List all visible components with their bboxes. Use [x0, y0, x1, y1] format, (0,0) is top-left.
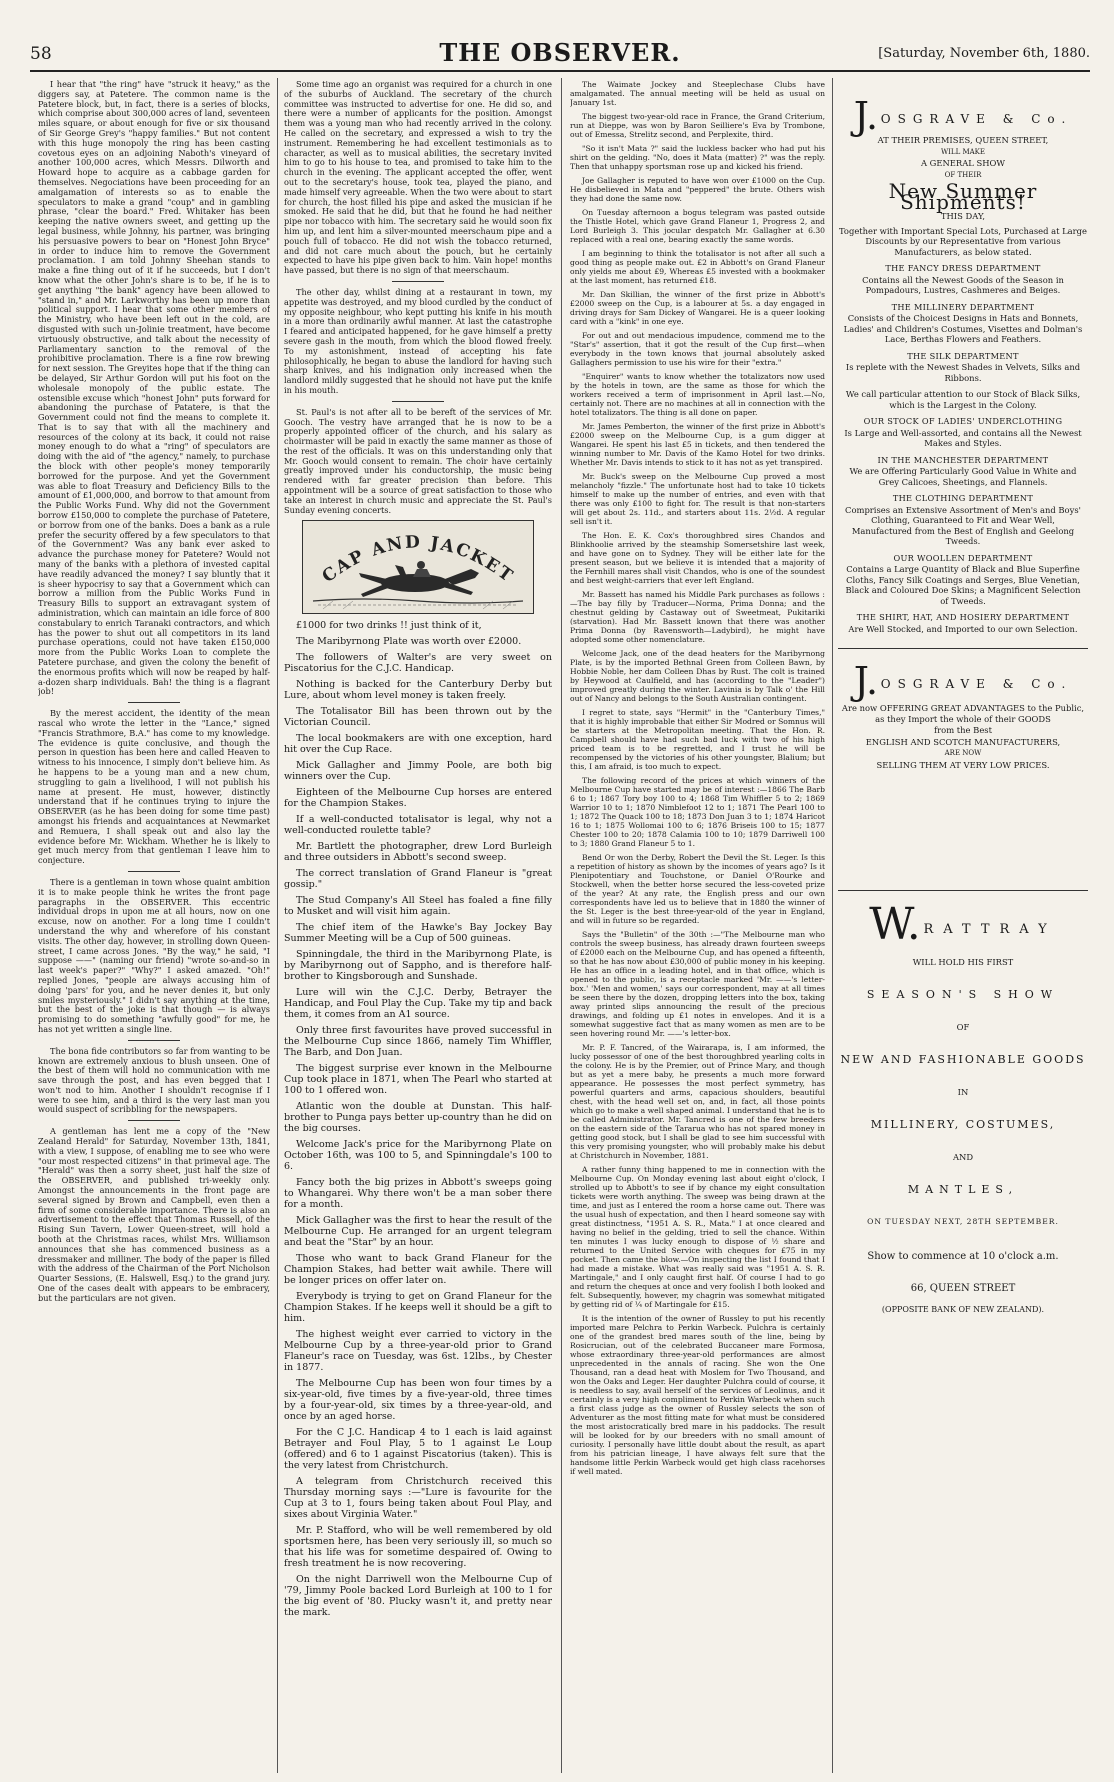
department-body: Contains a Large Quantity of Black and Blue Superfine Cloths, Fancy Silk Coatings and Serges, Blue Venetian, Black and Coloured Doe Skins; a Magnificent Selection of Tweeds. — [845, 564, 1081, 606]
advert-divider — [838, 648, 1088, 649]
advertisements-column — [838, 80, 1088, 1770]
article-paragraph: If a well-conducted totalisator is legal, why not a well-conducted roulette table? — [284, 814, 552, 837]
article-paragraph: On Tuesday afternoon a bogus telegram was pasted outside the Thistle Hotel, which gave Grand Flaneur 1, Progress 2, and Lord Burleigh 3. This jocular despatch Mr. Gallagher at 6.30 replaced with a real one, bearing exactly the same words. — [570, 208, 825, 244]
separator — [392, 401, 444, 402]
article-paragraph: Only three first favourites have proved successful in the Melbourne Cup since 1866, namely Tim Whiffler, The Barb, and Don Juan. — [284, 1025, 552, 1059]
column-3 — [570, 80, 825, 1770]
separator — [128, 702, 180, 703]
article-paragraph: There is a gentleman in town whose quaint ambition it is to make people think he writes the front page paragraphs in the OBSERVER. This eccentric individual drops in upon me at all hours, now on one excuse, now on another. For a long time I couldn't understand the why and wherefore of his constant visits. The other day, however, in strolling down Queen-street, I came across Jones. "By the way," he said, "I suppose ——" (naming our friend) "wrote so-and-so in last week's paper?" "Why?" I asked amazed. "Oh!" replied Jones, "people are always accusing him of doing 'pars' for you, and he never denies it, but only smiles mysteriously." I didn't say anything at the time, but the best of the joke is that though — is always promising to do something "awfully good" for me, he has not yet written a single line. — [38, 876, 270, 1034]
column-divider — [832, 78, 833, 1773]
ad-text: Are now OFFERING GREAT ADVANTAGES to the Public, as they Import the whole of their GOODS — [841, 703, 1085, 724]
article-paragraph: The Totalisator Bill has been thrown out by the Victorian Council. — [284, 706, 552, 729]
article-paragraph: The biggest surprise ever known in the Melbourne Cup took place in 1871, when The Pearl who started at 100 to 1 offered won. — [284, 1063, 552, 1097]
separator — [128, 871, 180, 872]
masthead — [30, 38, 1090, 68]
article-paragraph: A gentleman has lent me a copy of the "New Zealand Herald" for Saturday, November 13th, 1841, with a view, I suppose, of enabling me to see who were "our most respected citizens" in that primeval age. The "Herald" was then a sorry sheet, just half the size of the OBSERVER, and published tri-weekly only. Amongst the announcements in the front page are several signed by Brown and Campbell, even then a firm of some considerable importance. There is also an advertisement to the effect that Thomas Russell, of the Rising Sun Tavern, Lower Queen-street, will hold a booth at the Christmas races, whilst Mrs. Williamson announces that she has commenced business as a dressmaker and milliner. The body of the paper is filled with the address of the Chairman of the Port Nicholson Quarter Sessions, (E. Halswell, Esq.) to the grand jury. One of the cases dealt with appears to be embracery, but the particulars are not given. — [38, 1126, 270, 1303]
masthead-rule — [30, 70, 1090, 72]
article-paragraph: Spinningdale, the third in the Maribyrnong Plate, is by Maribyrnong out of Sappho, and is therefore half-brother to Kingsborough and Sunshade. — [284, 949, 552, 983]
article-paragraph: Eighteen of the Melbourne Cup horses are entered for the Champion Stakes. — [284, 787, 552, 810]
department-body: Is replete with the Newest Shades in Velvets, Silks and Ribbons. — [845, 362, 1081, 383]
ad-text: MANTLES, — [907, 1182, 1019, 1196]
ad-text: ARE NOW — [944, 749, 982, 757]
article-paragraph: For out and out mendacious impudence, commend me to the "Star's" assertion, that it got the result of the Cup first—when everybody in the town knows that journal absolutely asked Gallaghers permission to use his wire for their "extra." — [570, 331, 825, 367]
article-paragraph: Mr. Bassett has named his Middle Park purchases as follows :—The bay filly by Traducer—Norma, Prima Donna; and the chestnut gelding by Castaway out of Sweetmeat, Pukitariki (starvation). Had Mr. Bassett known that there was another Prima Donna (by Ravensworth—Ladybird), he might have adopted some other nomenclature. — [570, 590, 825, 644]
ad-text: WILL HOLD HIS FIRST — [912, 957, 1014, 967]
article-paragraph: It is the intention of the owner of Russley to put his recently imported mare Pelchra to Perkin Warbeck. Pulchra is certainly one of the grandest bred mares south of the line, being by Rosicrucian, out of the celebrated Buccaneer mare Formosa, whose extraordinary three-year-old performances are almost unprecedented in the annals of racing. She won the One Thousand, ran a dead heat with Moslem for Two Thousand, and won the Oaks and Leger. Her daughter Pulchra could of course, it is needless to say, avail herself of the services of Leolinus, and it certainly is a very high compliment to Perkin Warbeck when such a first class judge as the owner of Russley selects the son of Adventurer as the most fitting mate for what must be considered the most aristocratically bred mare in his paddocks. The result will be looked for by our breeders with no small amount of curiosity. I personally have little doubt about the result, as apart from his patrician lineage, I have always felt sure that the handsome little Perkin Warbeck would get high class racehorses if well mated. — [570, 1314, 825, 1476]
column-divider — [277, 78, 278, 1773]
article-paragraph: The local bookmakers are with one exception, hard hit over the Cup Race. — [284, 733, 552, 756]
article-paragraph: The Melbourne Cup has been won four times by a six-year-old, five times by a five-year-old, three times by a four-year-old, six times by a three-year-old, and once by an aged horse. — [284, 1378, 552, 1423]
ad-text: SEASON'S SHOW — [866, 987, 1060, 1001]
ad-text: (OPPOSITE BANK OF NEW ZEALAND). — [881, 1304, 1045, 1314]
article-paragraph: I hear that "the ring" have "struck it heavy," as the diggers say, at Patetere. The common name is the Patetere block, but, in fact, there is a series of blocks, which comprise about 300,000 acres of land, seventeen miles square, or about enough for five or six thousand of Sir George Grey's "happy families." But not content with this huge monopoly the ring has been casting covetous eyes on an adjoining Naboth's vineyard of another 100,000 acres, which Messrs. Dilworth and Howard hope to acquire as a cabbage garden for themselves. Negociations have been proceeding for an amalgamation of interests so as to enable the speculators to make a grand "coup" and in gambling phrase, "clear the board." Fred. Whitaker has been keeping the native owners sweet, and getting up the legal business, while Johnny, his partner, was bringing his persuasive powers to bear on "Honest John Bryce" in order to induce him to remove the Government proclamation. I am told Johnny Sheehan stands to make a fine thing out of it if he succeeds, but I don't know what the other John's share is to be, if he is to get anything "the bank" agency have been allowed to "stand in," and Mr. Larkworthy has been up more than political support. I hear that some other members of the Ministry, who have been left out in the cold, are disgusted with such un-Jolinie treatment, have become virtuously obstructive, and talk about the necessity of Parliamentary sanction to the removal of the prohibitive proclamation. There is a fine row brewing for next session. The Greyites hope that if the thing can be delayed, Sir Arthur Gordon will put his foot on the wholesale monopoly of the public estate. The ostensible excuse which "honest John" puts forward for abandoning the purchase of Patatere, is that the Government could not find the means to complete it. That is to say that with all the machinery and resources of the colony at its back, it could not raise money enough to do what a "ring" of speculators are doing with the aid of "the agency," namely, to purchase the block with other people's money temporarily borrowed for the purpose. And yet the Government was able to float Treasury and Deficiency Bills to the amount of £1,000,000, and borrow to that amount from the Public Works Fund. Why did not the Government borrow £150,000 to complete the purchase of Patetere, or borrow from one of the banks. Does a bank as a rule prefer the security offered by a few speculators to that of the Government? Was any bank ever asked to advance the purchase money for Patetere? Would not many of the banks with a plethora of invested capital have readily advanced the money? I say bluntly that it is sheer hypocrisy to say that a Government which can borrow a million from the Public Works Fund in Treasury Bills to support an extravagant system of administration, which can maintain an idle force of 800 constabulary to enrich Taranaki contractors, and which has the power to shut out all competitors in its land purchase operations, could not have taken £150,000 more from the Public Works Loan to complete the Patetere purchase, and given the colony the benefit of the enormous profits which will now be reaped by half-a-dozen sharp individuals. Bah! the thing is a flagrant job! — [38, 80, 270, 697]
article-paragraph: I am beginning to think the totalisator is not after all such a good thing as people make out. £2 in Abbott's on Grand Flaneur only yields me about £9, Whereas £5 invested with a bookmaker at the last moment, has returned £18. — [570, 249, 825, 285]
ad-text: IN — [957, 1087, 969, 1097]
article-paragraph: Joe Gallagher is reputed to have won over £1000 on the Cup. He disbelieved in Mata and "peppered" the brute. Others wish they had done the same now. — [570, 176, 825, 203]
ad-text: AT THEIR PREMISES, QUEEN STREET, — [877, 135, 1049, 145]
column-1 — [38, 80, 270, 1770]
firm-name: J. OSGRAVE & Co. — [853, 94, 1073, 138]
ad-headline: New Summer Shipments! — [888, 179, 1038, 214]
department-body: Consists of the Choicest Designs in Hats and Bonnets, Ladies' and Children's Costumes, Visettes and Dolman's Lace, Berthas Flowers and Feathers. — [843, 313, 1083, 344]
article-paragraph: The Maribyrnong Plate was worth over £2000. — [296, 636, 522, 648]
article-paragraph: The Hon. E. K. Cox's thoroughbred sires Chandos and Blinkhoolie arrived by the steamship Somersetshire last week, and have gone on to Sydney. They will be either late for the present season, but we believe it is intended that a majority of the Fernhill mares shall visit Chandos, who is one of the soundest and best weight-carriers that ever left England. — [570, 531, 825, 585]
ad-text: from the Best — [934, 725, 992, 735]
article-paragraph: The bona fide contributors so far from wanting to be known are extremely anxious to blush unseen. One of the best of them will hold no communication with me save through the post, and has even begged that I won't nod to him. Another I shouldn't recognise if I were to see him, and a third is the very last man you would suspect of scribbling for the newspapers. — [38, 1045, 270, 1115]
department-body: We call particular attention to our Stock of Black Silks, which is the Largest in the Colony. — [845, 389, 1081, 410]
article-paragraph: "So it isn't Mata ?" said the luckless backer who had put his shirt on the gelding. "No, does it Mata (matter) ?" was the reply. Then that unhappy sportsman rose up and kicked his friend. — [570, 144, 825, 171]
department-title: IN THE MANCHESTER DEPARTMENT — [877, 454, 1049, 465]
ad-text: WILL MAKE — [940, 147, 986, 156]
ad-text: SELLING THEM AT VERY LOW PRICES. — [876, 759, 1050, 770]
article-paragraph: Bend Or won the Derby, Robert the Devil the St. Leger. Is this a repetition of history as shown by the incomes of years ago? Is it Plenipotentiary and Touchstone, or Daniel O'Rourke and Stockwell, when the better horse secured the less-coveted prize of the year? At any rate, the English press and our own correspondents have led us to believe that in 1880 the winner of the St. Leger is the best three-year-old of the year in England, and will in future so be regarded. — [570, 853, 825, 925]
article-paragraph: Mr. Buck's sweep on the Melbourne Cup proved a most melancholy "fizzle." The unfortunate host had to take 10 tickets himself to make up the number of entries, and even with that there was only £100 to fight for. The result is that non-starters will get about 2s. 11d., and starters about 11s. 2½d. A regular sell isn't it. — [570, 472, 825, 526]
rattray-advert — [838, 899, 1088, 1315]
department-body: Is Large and Well-assorted, and contains all the Newest Makes and Styles. — [844, 427, 1082, 448]
ad-text: AND — [952, 1152, 974, 1162]
advert-divider — [838, 890, 1088, 891]
department-body: We are Offering Particularly Good Value in White and Grey Calicoes, Sheetings, and Flannels. — [849, 466, 1077, 487]
article-paragraph: Those who want to back Grand Flaneur for the Champion Stakes, had better wait awhile. There will be longer prices on offer later on. — [284, 1253, 552, 1287]
department-title: THE SHIRT, HAT, AND HOSIERY DEPARTMENT — [856, 612, 1070, 622]
article-paragraph: Everybody is trying to get on Grand Flaneur for the Champion Stakes. If he keeps well it should be a gift to him. — [284, 1291, 552, 1325]
department-title: OUR WOOLLEN DEPARTMENT — [893, 552, 1033, 563]
article-paragraph: The highest weight ever carried to victory in the Melbourne Cup by a three-year-old prior to Grand Flaneur's race on Tuesday, was 6st. 12lbs., by Chester in 1877. — [284, 1329, 552, 1374]
cap-and-jacket-engraving — [302, 520, 534, 614]
article-paragraph: A telegram from Christchurch received this Thursday morning says :—"Lure is favourite for the Cup at 3 to 1, fours being taken about Foul Play, and sixes about Virginia Water." — [284, 1476, 552, 1521]
article-paragraph: St. Paul's is not after all to be bereft of the services of Mr. Gooch. The vestry have arranged that he is now to be a properly appointed officer of the church, and his salary as choirmaster will be paid in exactly the same manner as those of the rest of the officials. It was on this understanding only that Mr. Gooch would consent to remain. The choir have certainly greatly improved under his conductorship, the music being rendered with far greater precision than before. This appointment will be a source of great satisfaction to those who take an interest in church music and appreciate the St. Paul's Sunday evening concerts. — [284, 406, 552, 515]
firm-name: W. RATTRAY — [869, 899, 1057, 950]
ad-text: Together with Important Special Lots, Purchased at Large Discounts by our Representative from various Manufacturers, as below stated. — [838, 225, 1087, 257]
article-paragraph: The Waimate Jockey and Steeplechase Clubs have amalgamated. The annual meeting will be held as usual on January 1st. — [570, 80, 825, 107]
article-paragraph: Mr. P. Stafford, who will be well remembered by old sportsmen here, has been very seriously ill, so much so that his life was for sometime despaired of. Owing to fresh treatment he is now recovering. — [284, 1525, 552, 1570]
department-body: Comprises an Extensive Assortment of Men's and Boys' Clothing, Guaranteed to Fit and Wear Well, Manufactured from the Best of English and Geelong Tweeds. — [845, 504, 1081, 546]
article-paragraph: The Stud Company's All Steel has foaled a fine filly to Musket and will visit him again. — [284, 895, 552, 918]
article-paragraph: The following record of the prices at which winners of the Melbourne Cup have started may be of interest :—1866 The Barb 6 to 1; 1867 Tory boy 100 to 4; 1868 Tim Whiffler 5 to 2; 1869 Warrior 10 to 1; 1870 Nimblefoot 12 to 1; 1871 The Pearl 100 to 1; 1872 The Quack 100 to 18; 1873 Don Juan 3 to 1; 1874 Haricot 16 to 1; 1875 Wollomai 100 to 6; 1876 Briseis 100 to 15; 1877 Chester 100 to 20; 1878 Calamia 100 to 10; 1879 Darriwell 100 to 3; 1880 Grand Flaneur 5 to 1. — [570, 776, 825, 848]
article-paragraph: Mick Gallagher was the first to hear the result of the Melbourne Cup. He arranged for an urgent telegram and beat the "Star" by an hour. — [284, 1215, 552, 1249]
article-paragraph: Mr. P. F. Tancred, of the Wairarapa, is, I am informed, the lucky possessor of one of the best thoroughbred yearling colts in the colony. He is by the Premier, out of Prince Mary, and though but as yet a mere baby, he presents a much more forward appearance. He possesses the most perfect symmetry, has powerful quarters and arms, capacious shoulders, beautiful chest, with the head well set on, and, in fact, all those points which go to make a well shaped animal. I understand that he is to be called Administrator. Mr. Tancred is one of the few breeders on the eastern side of the Tararua who has not spared money in getting good stock, but I shall be glad to see him successful with this very promising youngster, who will probably make his debut at Christchurch in November, 1881. — [570, 1043, 825, 1160]
article-paragraph: Lure will win the C.J.C. Derby, Betrayer the Handicap, and Foul Play the Cup. Take my tip and back them, it comes from an A1 source. — [284, 987, 552, 1021]
issue-date: [Saturday, November 6th, 1880. — [878, 46, 1090, 61]
department-title: THE SILK DEPARTMENT — [907, 350, 1019, 361]
ad-text: OF — [956, 1022, 970, 1032]
separator — [392, 281, 444, 282]
cosgrave-advert — [838, 94, 1088, 634]
separator — [128, 1120, 180, 1121]
department-body: Are Well Stocked, and Imported to our own Selection. — [848, 623, 1078, 634]
column-divider — [561, 78, 562, 1773]
article-paragraph: I regret to state, says "Hermit" in the "Canterbury Times," that it is highly improbable that either Sir Modred or Somnus will be starters at the Metropolitan meeting. That the Hon. R. Campbell should have had such bad luck with two of his high priced team is to be regretted, and I trust he will be recompensed by the victories of his other youngster, Blalium; but this, I am afraid, is too much to expect. — [570, 708, 825, 771]
article-paragraph: Says the "Bulletin" of the 30th :—"The Melbourne man who controls the sweep business, has already drawn fourteen sweeps of £2000 each on the Melbourne Cup, and has opened a fifteenth, so that he has now about £30,000 of public money in his keeping. He has an office in a leading hotel, and in that office, which is opened to the public, is a receptacle marked 'Mr. ——'s letter-box.' 'Men and women,' says our correspondent, may at all times be seen there by the dozen, dropping letters into the box, taking away printed slips announcing the result of the precious drawings, and folding up £1 notes in envelopes. And it is a somewhat suggestive fact that as many women as men are to be seen hovering round Mr. ——'s letter-box. — [570, 930, 825, 1038]
article-paragraph: The chief item of the Hawke's Bay Jockey Bay Summer Meeting will be a Cup of 500 guineas. — [284, 922, 552, 945]
article-paragraph: Mr. Dan Skillian, the winner of the first prize in Abbott's £2000 sweep on the Cup, is a labourer at 5s. a day engaged in driving drays for Sam Dickey of Wangarei. He is a queer looking card with a "kink" in one eye. — [570, 290, 825, 326]
article-paragraph: For the C J.C. Handicap 4 to 1 each is laid against Betrayer and Foul Play, 5 to 1 against Le Loup (offered) and 6 to 1 against Piscatorius (taken). This is the very latest from Christchurch. — [284, 1427, 552, 1472]
article-paragraph: The other day, whilst dining at a restaurant in town, my appetite was destroyed, and my blood curdled by the conduct of my opposite neighbour, who kept putting his knife in his mouth in a more than ordinarily awful manner. At last the catastrophe I feared and anticipated happened, for he gave himself a pretty severe gash in the mouth, from which the blood flowed freely. To my astonishment, instead of accepting his fate philosophically, he began to abuse the landlord for having such sharp knives, and his indignation only increased when the landlord mildly suggested that he should not have put the knife in his mouth. — [284, 286, 552, 395]
ad-text: THIS DAY, — [940, 211, 986, 221]
column-2 — [284, 80, 552, 1770]
ad-text: NEW AND FASHIONABLE GOODS — [840, 1052, 1086, 1066]
article-paragraph: A rather funny thing happened to me in connection with the Melbourne Cup. On Monday evening last about eight o'clock, I strolled up to Abbott's to see if by chance my eight consultation tickets were worth anything. The sweep was being drawn at the time, and just as I entered the room a horse came out. There was the usual hush of expectation, and then I heard someone say with great distinctness, "1951 A. S. R., Mata." I at once cleared and having no belief in the gelding, tried to sell the chance. Within ten minutes I was lucky enough to dispose of ½ share and returned to the United Service with cheques for £75 in my pocket. Then came the blow.—On inspecting the list I found that I had made a mistake. What was really said was "1951 A. S. R. Martingale," and I only caught first half. Of course I had to go and return the cheques at once and very foolish I both looked and felt. Subsequently, however, my chagrin was somewhat mitigated by getting rid of ¼ of Martingale for £15. — [570, 1165, 825, 1309]
department-title: OUR STOCK OF LADIES' UNDERCLOTHING — [863, 416, 1063, 426]
article-paragraph: Welcome Jack, one of the dead heaters for the Maribyrnong Plate, is by the imported Bethnal Green from Colleen Bawn, by Hobbie Noble, her dam Colleen Dhas by Rust. The colt is trained by Heywood at Caulfield, and has (according to the "Leader") improved greatly during the winter. Lavinia is by Talk o' the Hill out of Nancy and belongs to the South Australian contingent. — [570, 649, 825, 703]
department-body: Contains all the Newest Goods of the Season in Pompadours, Lustres, Cashmeres and Beiges. — [862, 274, 1064, 295]
ad-text: ON TUESDAY NEXT, 28TH SEPTEMBER. — [867, 1217, 1059, 1226]
engraving-title: CAP AND JACKET — [318, 532, 518, 588]
article-paragraph: The biggest two-year-old race in France, the Grand Criterium, run at Dieppe, was won by Baron Seilliere's Eva by Trombone, out of Emessa, Strelitz second, and Perplexite, third. — [570, 112, 825, 139]
article-paragraph: Mr. James Pemberton, the winner of the first prize in Abbott's £2000 sweep on the Melbourne Cup, is a gum digger at Wangarei. He spent his last £5 in tickets, and then tendered the winning number to Mr. Davis of the Kamo Hotel for two drinks. Whether Mr. Davis intends to stick to it has not as yet transpired. — [570, 422, 825, 467]
ad-text: ENGLISH AND SCOTCH MANUFACTURERS, — [865, 736, 1061, 747]
article-paragraph: On the night Darriwell won the Melbourne Cup of '79, Jimmy Poole backed Lord Burleigh at 100 to 1 for the big event of '80. Plucky wasn't it, and pretty near the mark. — [284, 1574, 552, 1619]
department-title: THE FANCY DRESS DEPARTMENT — [885, 263, 1041, 273]
racehorse-illustration — [303, 521, 533, 613]
article-paragraph: "Enquirer" wants to know whether the totalizators now used by the hotels in town, are the same as those for which the workers received a term of imprisonment in April last.—No, certainly not. There are no machines at all in connection with the hotel totalizators. The thing is all done on paper. — [570, 372, 825, 417]
article-paragraph: Fancy both the big prizes in Abbott's sweeps going to Whangarei. Why there won't be a man sober there for a month. — [284, 1177, 552, 1211]
page-number: 58 — [30, 44, 52, 64]
department-title: THE CLOTHING DEPARTMENT — [892, 493, 1034, 503]
department-title: THE MILLINERY DEPARTMENT — [891, 301, 1035, 312]
separator — [128, 1040, 180, 1041]
newspaper-title: THE OBSERVER. — [439, 38, 681, 67]
article-paragraph: The correct translation of Grand Flaneur is "great gossip." — [284, 868, 552, 891]
ad-text: OF THEIR — [944, 170, 982, 179]
article-paragraph: The followers of Walter's are very sweet on Piscatorius for the C.J.C. Handicap. — [284, 652, 552, 675]
firm-name: J. OSGRAVE & Co. — [853, 659, 1073, 703]
cosgrave-second-advert — [838, 659, 1088, 770]
article-paragraph: Atlantic won the double at Dunstan. This half-brother to Punga pays better up-country than he did on the big courses. — [284, 1101, 552, 1135]
article-paragraph: Nothing is backed for the Canterbury Derby but Lure, about whom level money is taken freely. — [284, 679, 552, 702]
article-paragraph: Welcome Jack's price for the Maribyrnong Plate on October 16th, was 100 to 5, and Spinningdale's 100 to 6. — [284, 1139, 552, 1173]
article-paragraph: Mr. Bartlett the photographer, drew Lord Burleigh and three outsiders in Abbott's second sweep. — [284, 841, 552, 864]
ad-text: MILLINERY, COSTUMES, — [870, 1117, 1056, 1131]
ad-text: Show to commence at 10 o'clock a.m. — [867, 1250, 1059, 1262]
ad-text: 66, QUEEN STREET — [910, 1283, 1016, 1294]
article-paragraph: £1000 for two drinks !! just think of it, — [296, 620, 482, 632]
ad-text: A GENERAL SHOW — [920, 158, 1006, 168]
article-paragraph: Some time ago an organist was required for a church in one of the suburbs of Auckland. The secretary of the church committee was instructed to advertise for one. He did so, and there were a number of applicants for the position. Amongst them was a young man who had recently arrived in the colony. He called on the secretary, and expressed a wish to try the instrument. Remembering he had excellent testimonials as to character, as well as to musical abilities, the secretary invited him to go to his house to tea, and promised to take him to the church in the evening. The applicant accepted the offer, went out to the secretary's house, took tea, played the piano, and made himself very agreeable. When the two were about to start for church, the host filled his pipe and asked the musician if he smoked. He said that he did, but that he found he had neither pipe nor tobacco with him. The secretary said he would soon fix him up, and lent him a silver-mounted meerschaum pipe and a pouch full of tobacco. He did not wish the tobacco returned, and did not care much about the pouch, but he certainly expected to have his pipe given back to him. Vain hope! months have passed, but there is no sign of that meerschaum. — [284, 80, 552, 276]
article-paragraph: By the merest accident, the identity of the mean rascal who wrote the letter in the "Lance," signed "Francis Strathmore, B.A." has come to my knowledge. The evidence is quite conclusive, and though the person in question has been here and called Heaven to witness to his innocence, I simply don't believe him. As he happens to be a young man and a new chum, struggling to gain a livelihood, I will not publish his name at present. He must, however, distinctly understand that if he continues trying to injure the OBSERVER (as he has been doing for some time past) amongst his friends and acquaintances at Newmarket and Remuera, I shall speak out and also lay the evidence before Mr. Wickham. Whether he is likely to get much mercy from that gentleman I leave him to conjecture. — [38, 708, 270, 866]
article-paragraph: Mick Gallagher and Jimmy Poole, are both big winners over the Cup. — [284, 760, 552, 783]
